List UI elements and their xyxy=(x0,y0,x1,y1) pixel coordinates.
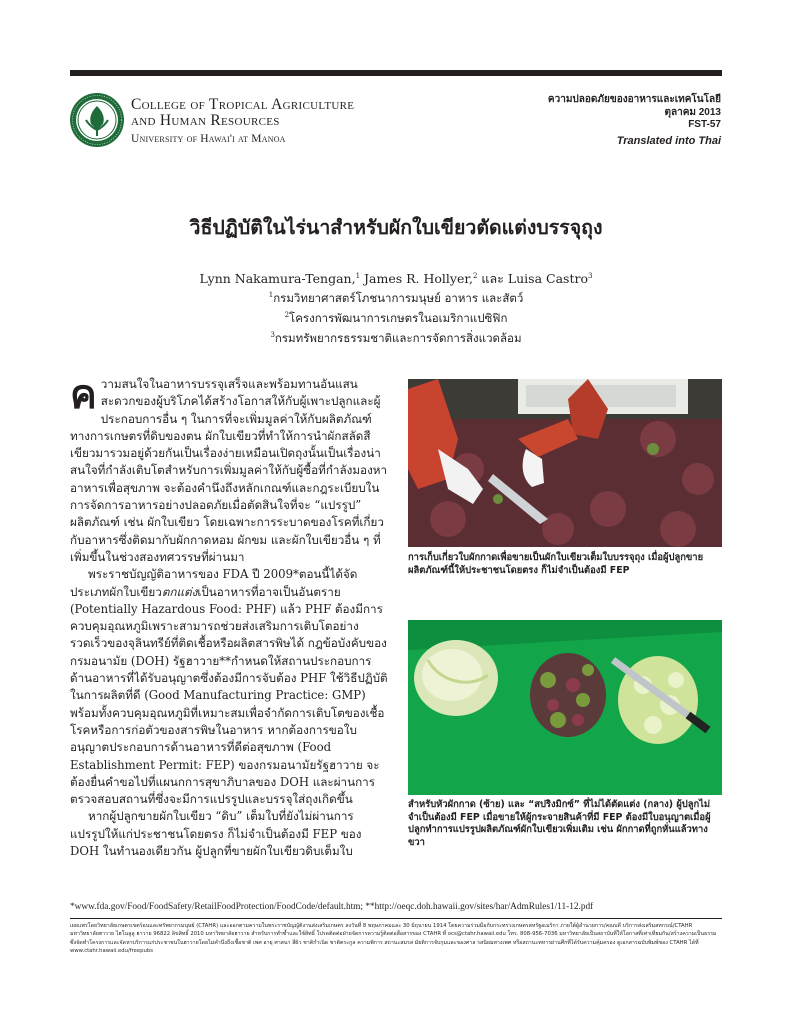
paragraph-1-text: วามสนใจในอาหารบรรจุเสร็จและพร้อมทานอันแสนสะดวกของผู้บริโภคได้สร้างโอกาสให้กับผู้เพาะปลูกและผู้ประกอบการอื่น ๆ ในการที่จะเพิ่มมูลค่าให้กับผลิตภัณฑ์ทางการเกษตรที่ดิบของตน ผักใบเขียวที่ทำให้การนำผักสลัดสีเขียวมารวมอยู่ด้วยกันเป็นเรื่องง่ายเหมือนเปิดถุงนั้นเป็นเรื่องน่าสนใจที่กำลังเติบโตสำหรับการเพิ่มมูลค่าให้กับผู้ซื้อที่กำลังมองหาอาหารเพื่อสุขภาพ จะต้องคำนึงถึงหลักเกณฑ์และกฎระเบียบในการจัดการอาหารอย่างปลอดภัยเมื่อตัดสินใจที่จะ “แปรรูป” ผลิตภัณฑ์ เช่น ผักใบเขียว โดยเฉพาะการระบาดของโรคที่เกี่ยวกับอาหารซึ่งติดมากับผักกาดหอม ผักขม และผักใบเขียวอื่น ๆ ที่เพิ่มขึ้นในช่วงสองทศวรรษที่ผ่านมา xyxy=(70,377,388,564)
top-rule xyxy=(70,70,722,76)
author-line xyxy=(70,268,722,287)
affiliation-1-sup: 1 xyxy=(268,291,274,300)
affiliation-2-sup: 2 xyxy=(284,310,290,319)
footnote-urls: *www.fda.gov/Food/FoodSafety/RetailFoodProtection/FoodCode/default.htm; **http://oeqc.doh.hawaii.gov/sites/har/AdmRules1/11-12.pdf xyxy=(70,902,594,912)
paragraph-2-text-a: พระราชบัญญัติอาหารของ FDA ปี 2009*ตอนนี้ได้จัดประเภทผักใบเขียว xyxy=(70,567,358,599)
authors-block xyxy=(70,268,722,347)
affiliation-3-sup: 3 xyxy=(270,330,275,339)
author-2: James R. Hollyer, xyxy=(364,271,473,287)
affiliation-3-text: กรมทรัพยากรธรรมชาติและการจัดการสิ่งแวดล้อม xyxy=(274,330,522,345)
college-name-block xyxy=(131,97,354,145)
college-line1: College of Tropical Agriculture xyxy=(131,96,355,113)
affiliation-2 xyxy=(70,307,722,327)
paragraph-3: หากผู้ปลูกขายผักใบเขียว “ดิบ” เต็มใบที่ยังไม่ผ่านการแปรรูปให้แก่ประชาชนโดยตรง ก็ไม่จำเป็นต้องมี FEP ของ DOH ในทำนองเดียวกัน ผู้ปลูกที่ขายผักใบเขียวดิบเต็มใบ xyxy=(70,809,362,859)
meta-date: ตุลาคม 2013 xyxy=(664,106,721,118)
harvest-photo xyxy=(408,379,722,547)
drop-cap: ค xyxy=(70,372,97,418)
paragraph-2-text-b: เป็นอาหารที่อาจเป็นอันตราย (Potentially Hazardous Food: PHF) แล้ว PHF ต้องมีการควบคุมอุณหภูมิเพราะสามารถช่วยส่งเสริมการเติบโตอย่างรวดเร็วของจุลินทรีย์ที่ติดเชื้อหรือผลิตสารพิษได้ กฎข้อบังคับของกรมอนามัย (DOH) รัฐฮาวาย**กำหนดให้สถานประกอบการด้านอาหารที่ได้รับอนุญาตซึ่งต้องมีการจับต้อง PHF ใช้วิธีปฏิบัติในการผลิตที่ดี (Good Manufacturing Practice: GMP) พร้อมทั้งควบคุมอุณหภูมิที่เหมาะสมเพื่อจำกัดการเติบโตของเชื้อโรคหรือการก่อตัวของสารพิษในอาหาร หากต้องการขอใบอนุญาตประกอบการด้านอาหารที่ดีต่อสุขภาพ (Food Establishment Permit: FEP) ของกรมอนามัยรัฐฮาวาย จะต้องยื่นคำขอไปที่แผนกการสุขาภิบาลของ DOH และผ่านการตรวจสอบสถานที่ซึ่งจะมีการแปรรูปและบรรจุใส่ถุงเกิดขึ้น xyxy=(70,584,388,807)
meta-translated: Translated into Thai xyxy=(616,134,721,147)
body-column xyxy=(70,372,388,860)
meta-series: ความปลอดภัยของอาหารและเทคโนโลยี xyxy=(547,94,721,105)
author-2-sup: 2 xyxy=(472,272,478,280)
author-3-sup: 3 xyxy=(587,272,593,280)
page-title: วิธีปฏิบัติในไร่นาสำหรับผักใบเขียวตัดแต่งบรรจุถุง xyxy=(189,216,603,239)
college-line2: and Human Resources xyxy=(131,112,280,129)
lettuce-photo xyxy=(408,620,722,795)
affiliation-1 xyxy=(70,287,722,307)
publication-meta xyxy=(548,94,721,147)
university-name: University of Hawai'i at Manoa xyxy=(131,133,286,145)
meta-code: FST-57 xyxy=(688,119,721,130)
paragraph-2 xyxy=(70,566,388,808)
paragraph-2-emphasis: ตกแต่ง xyxy=(161,584,198,599)
author-3: และ Luisa Castro xyxy=(481,271,588,287)
author-1: Lynn Nakamura-Tengan, xyxy=(199,271,356,287)
caption-lettuce: สำหรับหัวผักกาด (ซ้าย) และ “สปริงมิกซ์” ที่ไม่ได้ตัดแต่ง (กลาง) ผู้ปลูกไม่จำเป็นต้องมี FEP เมื่อขายให้ผู้กระจายสินค้าที่มี FEP ต้องมีใบอนุญาตเมื่อผู้ปลูกทำการแปรรูปผลิตภัณฑ์ผักใบเขียวเพิ่มเติม เช่น ผักกาดที่ถูกหั่นแล้วทางขวา xyxy=(408,799,711,848)
affiliation-3 xyxy=(70,327,722,347)
author-1-sup: 1 xyxy=(355,272,361,280)
paragraph-1 xyxy=(70,372,388,566)
affiliation-2-text: โครงการพัฒนาการเกษตรในอเมริกาแปซิฟิก xyxy=(289,310,508,325)
caption-harvest: การเก็บเกี่ยวใบผักกาดเพื่อขายเป็นผักใบเขียวเต็มใบบรรจุถุง เมื่อผู้ปลูกขายผลิตภัณฑ์นี้ให้ประชาชนโดยตรง ก็ไม่จำเป็นต้องมี FEP xyxy=(408,552,704,576)
publisher-fineprint: เผยแพร่โดยวิทยาลัยเกษตรเขตร้อนและทรัพยากรมนุษย์ (CTAHR) และออกตามความในพระราชบัญญัติงานส่งเสริมเกษตร ลงวันที่ 8 พฤษภาคมและ 30 มิถุนายน 1914 โดยความร่วมมือกับกระทรวงเกษตรสหรัฐอเมริกา ภายใต้ผู้อำนวยการ/คณบดี บริการส่งเสริมสหกรณ์/CTAHR มหาวิทยาลัยฮาวาย ไฮโนลูลู ฮาวาย 96822 ลิขสิทธิ์ 2010 มหาวิทยาลัยฮาวาย สำหรับการทำซ้ำและใช้สิทธิ์ โปรดติดต่อฝ่ายจัดการความรู้ติดต่อสื่อสารของ CTAHR ที่ ocs@ctahr.hawaii.edu โทร. 808-956-7036 มหาวิทยาลัยเป็นสถาบันที่ให้โอกาสที่เท่าเทียมกัน/สร้างความเป็นธรรมซึ่งจัดทำโครงการและจัดหาบริการแก่ประชาชนในฮาวายโดยไม่คำนึงถึงเชื้อชาติ เพศ อายุ ศาสนา สีผิว ชาติกำเนิด ชาติตระกูล ความพิการ สถานะสมรส มัยติการจับกุมและของศาล รสนิยมทางเพศ หรือสถานะทหารผ่านศึกที่ได้รับความคุ้มครอง ดูเอกสารฉบับพิมพ์ของ CTAHR ได้ที่ www.ctahr.hawaii.edu/freepubs xyxy=(70,923,717,954)
affiliation-1-text: กรมวิทยาศาสตร์โภชนาการมนุษย์ อาหาร และสัตว์ xyxy=(273,290,524,305)
university-seal-icon xyxy=(69,92,125,148)
footer-rule xyxy=(70,918,722,919)
